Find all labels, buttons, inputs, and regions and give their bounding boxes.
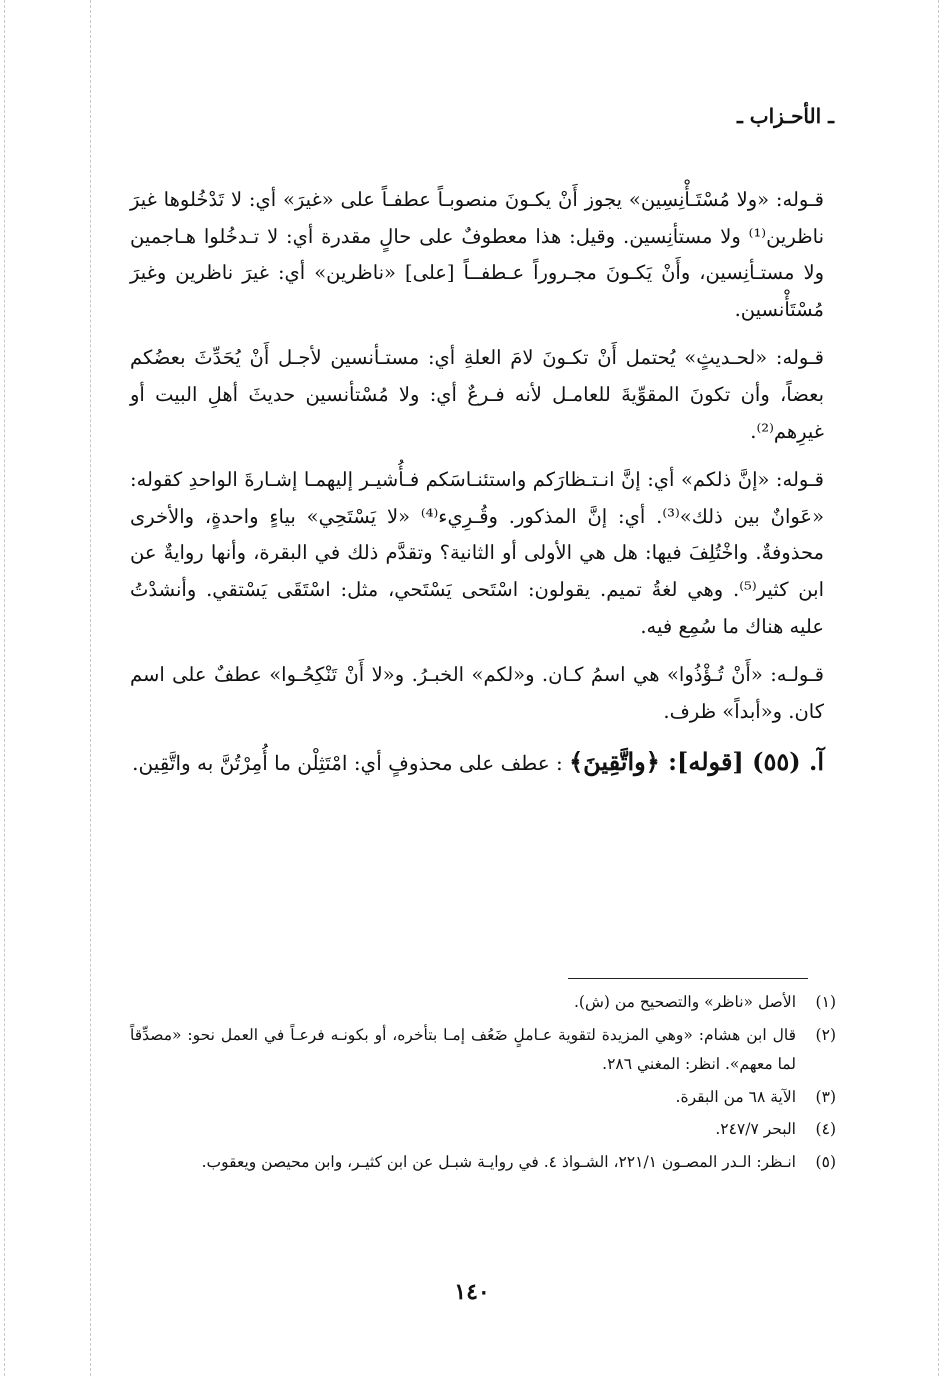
footnote-number: (٥) <box>815 1152 836 1171</box>
footnote-item <box>130 988 836 1018</box>
footnote-number: (٤) <box>815 1120 836 1138</box>
scan-edge-right <box>938 0 939 1376</box>
paragraph-lihadith: قـوله: «لحـديثٍ» يُحتمل أَنْ تكـونَ لامَ العلةِ أي: مستـأنسين لأجـل أَنْ يُحَدِّثَ بعضُكم بعضاً، وأن تكونَ المقوِّيةَ للعامـل لأنه فـرعٌ أي: ولا مُسْتأنسين حديثَ أهلِ البيت أو غيرِهم⁽²⁾. <box>130 346 824 443</box>
footnote-text: انـظر: الـدر المصـون ٢٢١/١، الشـواذ ٤. في روايـة شبـل عن ابن كثيـر، وابن محيصن ويعقوب. <box>201 1152 796 1171</box>
verse-heading: آ. (٥٥) [قوله]: ﴿واتَّقِينَ﴾ <box>569 747 824 777</box>
footnote-item <box>130 1148 836 1178</box>
footnote-number: (٢) <box>815 1025 836 1044</box>
verse-text: : عطف على محذوفٍ أي: امْتَثِلْن ما أُمِرْتُنَّ به واتَّقِين. <box>132 751 563 776</box>
footnote-text: البحر ٢٤٧/٧. <box>715 1120 796 1138</box>
main-text <box>130 182 824 783</box>
running-header: ـ الأحـزاب ـ <box>736 104 834 128</box>
footnote-separator <box>568 978 808 979</box>
scan-edge-left <box>4 0 5 1376</box>
footnote-text: الآية ٦٨ من البقرة. <box>675 1087 796 1106</box>
footnote-text: الأصل «ناظر» والتصحيح من (ش). <box>573 993 796 1011</box>
footnotes <box>130 988 836 1180</box>
footnote-number: (١) <box>815 993 836 1011</box>
footnote-item <box>130 1021 836 1080</box>
footnote-text: قال ابن هشام: «وهي المزيدة لتقوية عـاملٍ ضَعُف إمـا بتأخره، أو بكونـه فرعـاً في العمل نحو: «مصدِّقاً لما معهم». انظر: المغني ٢٨٦. <box>130 1025 796 1073</box>
footnote-item <box>130 1083 836 1113</box>
verse-commentary <box>130 742 824 783</box>
scan-edge-inner <box>90 0 91 1376</box>
paragraph-inna-dhalikum: قـوله: «إنَّ ذلكم» أي: إنَّ انـتـظارَكم واستئنـاسَكم فـأُشيـر إليهمـا إشـارةَ الواحدِ كقوله: «عَوانٌ بين ذلك»⁽³⁾. أي: إنَّ المذكور. وقُـرِيء⁽⁴⁾ «لا يَسْتَحِي» بياءٍ واحدةٍ، والأخرى محذوفةٌ. واخْتُلِفَ فيها: هل هي الأولى أو الثانية؟ وتقدَّم ذلك في البقرة، وأنها روايةٌ عن ابن كثير⁽⁵⁾. وهي لغةُ تميم. يقولون: اسْتَحى يَسْتَحي، مثل: اسْتَقَى يَسْتقي. وأنشدْتُ عليه هناك ما سُمِع فيه. <box>130 468 824 638</box>
paragraph-an-tuudhu: قـولـه: «أَنْ تُـؤْذُوا» هي اسمُ كـان. و«لكم» الخبـرُ. و«لا أَنْ تَنْكِحُـوا» عطفٌ على اسم كان. و«أبداً» ظرف. <box>130 663 824 723</box>
footnote-item <box>130 1115 836 1145</box>
paragraph-mustanisin: قـوله: «ولا مُسْتَـأْنِسِين» يجوز أَنْ يكـونَ منصوبـاً عطفـاً على «غيرَ» أي: لا تَدْخُلوها غيرَ ناظرين⁽¹⁾ ولا مستأنِسين. وقيل: هذا معطوفٌ على حالٍ مقدرة أي: لا تـدخُلوا هـاجمين ولا مستـأنِسين، وأَنْ يَكـونَ مجـروراً عـطفــاً [على] «ناظرين» أي: غيرَ ناظرين وغيرَ مُسْتَأْنسين. <box>130 188 824 321</box>
page-number: ١٤٠ <box>454 1279 490 1305</box>
footnote-number: (٣) <box>815 1087 836 1106</box>
